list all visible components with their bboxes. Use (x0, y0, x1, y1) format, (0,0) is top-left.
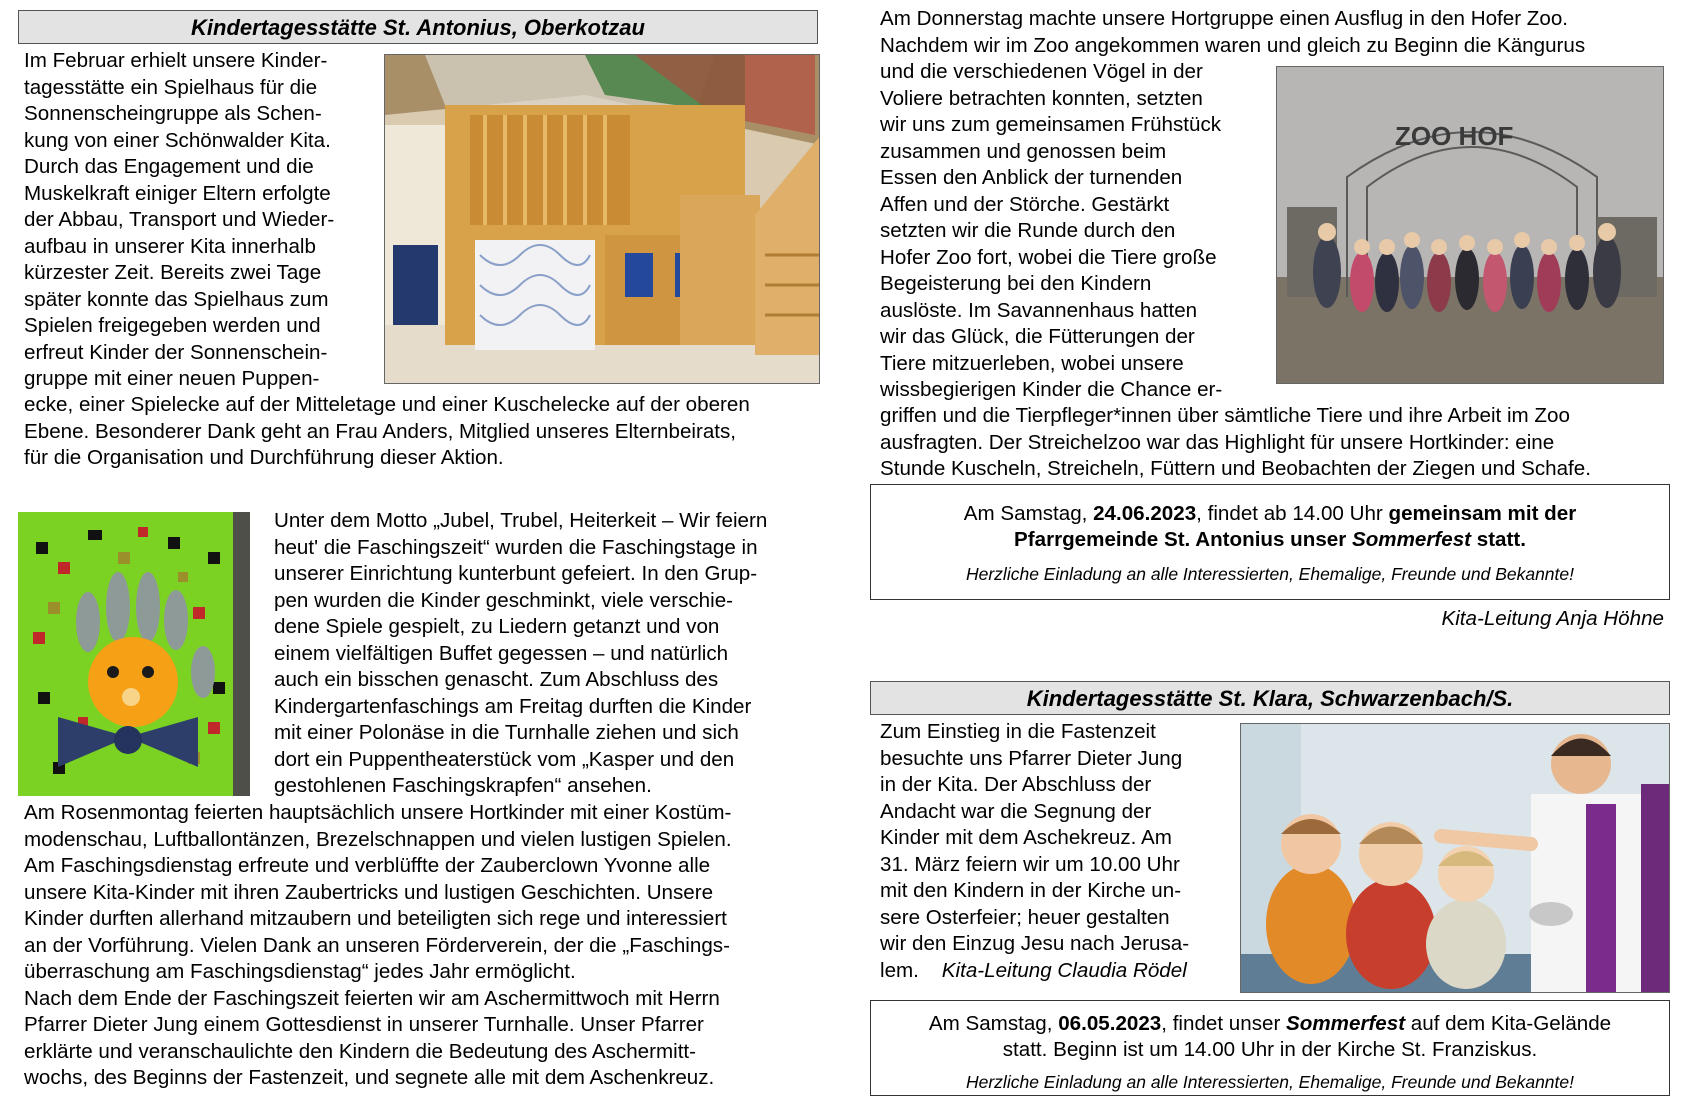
text-line: modenschau, Luftballontänzen, Brezelschnappen und vielen lustigen Spielen. (24, 827, 732, 851)
text-line: Andacht war die Segnung der (880, 799, 1152, 823)
text-line: gruppe mit einer neuen Puppen- (24, 367, 320, 390)
text-line: später konnte das Spielhaus zum (24, 287, 329, 311)
text-line: Voliere betrachten konnten, setzten (880, 86, 1203, 110)
zoo-group-photo (1276, 66, 1664, 384)
text-line: erfreut Kinder der Sonnenschein- (24, 340, 328, 364)
text-line: gestohlenen Faschingskrapfen“ ansehen. (274, 774, 652, 797)
event-date: 24.06.2023 (1093, 502, 1197, 525)
text-line: Begeisterung bei den Kindern (880, 272, 1152, 295)
text-line: sere Osterfeier; heuer gestalten (880, 905, 1170, 929)
announcement-line-2: statt. Beginn ist um 14.00 Uhr in der Kirche St. Franziskus. (1002, 1038, 1538, 1061)
section-header-st-antonius: Kindertagesstätte St. Antonius, Oberkotzau (18, 10, 818, 44)
text-line: Nachdem wir im Zoo angekommen waren und gleich zu Beginn die Kängurus (880, 33, 1586, 57)
text-line: in der Kita. Der Abschluss der (880, 773, 1152, 796)
announcement-line-2: Pfarrgemeinde St. Antonius unser Sommerfest statt. (1014, 528, 1526, 551)
text-line: Pfarrer Dieter Jung einem Gottesdienst in unserer Turnhalle. Unser Pfarrer (24, 1013, 704, 1036)
text-line: wochs, des Beginns der Fastenzeit, und segnete alle mit dem Aschenkreuz. (24, 1066, 715, 1089)
text-line: heut' die Faschingszeit“ wurden die Faschingstage in (274, 535, 758, 559)
klara-paragraph (880, 719, 1224, 984)
text-line: Am Rosenmontag feierten hauptsächlich unsere Hortkinder mit einer Kostüm- (24, 801, 732, 824)
text-line: auch ein bisschen genascht. Zum Abschluss des (274, 668, 719, 691)
text-line: tagesstätte ein Spielhaus für die (24, 75, 318, 99)
text-line: Muskelkraft einiger Eltern erfolgte (24, 181, 331, 205)
text-line: unserer Einrichtung kunterbunt gefeiert. In den Grup- (274, 562, 758, 585)
event-date: 06.05.2023 (1058, 1012, 1162, 1035)
text-line: mit den Kindern in der Kirche un- (880, 879, 1182, 902)
text-line: Unter dem Motto „Jubel, Trubel, Heiterkeit – Wir feiern (274, 509, 768, 532)
text-line: griffen und die Tierpfleger*innen über sämtliche Tiere und ihre Arbeit im Zoo (880, 404, 1570, 427)
carnival-handprint-picture (18, 512, 250, 796)
text-line: für die Organisation und Durchführung dieser Aktion. (24, 446, 504, 469)
invitation-text: Herzliche Einladung an alle Interessierten, Ehemalige, Freunde und Bekannte! (965, 564, 1574, 584)
antonius-paragraph-1-continued (24, 392, 824, 472)
text-line: der Abbau, Transport und Wieder- (24, 208, 335, 231)
announcement-line-1: Am Samstag, 24.06.2023, findet ab 14.00 Uhr gemeinsam mit der (963, 502, 1577, 525)
text-line: wir den Einzug Jesu nach Jerusa- (880, 932, 1190, 955)
text-line: wir das Glück, die Fütterungen der (880, 325, 1195, 348)
text-line: Nach dem Ende der Faschingszeit feierten wir am Aschermittwoch mit Herrn (24, 986, 720, 1010)
text-line: kung von einer Schönwalder Kita. (24, 128, 331, 152)
text-line: Am Donnerstag machte unsere Hortgruppe einen Ausflug in den Hofer Zoo. (880, 7, 1568, 30)
text-line: unsere Kita-Kinder mit ihren Zaubertricks und lustigen Geschichten. Unsere (24, 880, 714, 904)
text-line: Zum Einstieg in die Fastenzeit (880, 720, 1156, 743)
text-line: lem. Kita-Leitung Claudia Rödel (880, 958, 1187, 982)
antonius-paragraph-1 (24, 48, 374, 393)
text-line: wir uns zum gemeinsamen Frühstück (880, 113, 1222, 136)
signature-anja-hoehne: Kita-Leitung Anja Höhne (1441, 607, 1664, 630)
text-line: Essen den Anblick der turnenden (880, 166, 1183, 189)
text-line: Ebene. Besonderer Dank geht an Frau Anders, Mitglied unseres Elternbeirats, (24, 419, 737, 443)
text-line: Stunde Kuscheln, Streicheln, Füttern und Beobachten der Ziegen und Schafe. (880, 457, 1591, 480)
ash-blessing-photo (1240, 723, 1670, 993)
text-line: ausfragten. Der Streichelzoo war das Highlight für unsere Hortkinder: eine (880, 430, 1555, 454)
invitation-text: Herzliche Einladung an alle Interessierten, Ehemalige, Freunde und Bekannte! (965, 1072, 1574, 1092)
signature-claudia-roedel: Kita-Leitung Claudia Rödel (941, 958, 1187, 982)
antonius-paragraph-2 (274, 508, 820, 800)
zoo-paragraph-rest (880, 403, 1664, 483)
text-line: Im Februar erhielt unsere Kinder- (24, 49, 328, 72)
text-line: kürzester Zeit. Bereits zwei Tage (24, 261, 322, 284)
text-line: einem vielfältigen Buffet gegessen – und natürlich (274, 641, 729, 665)
text-line: mit einer Polonäse in die Turnhalle ziehen und sich (274, 721, 739, 744)
text-line: Kindergartenfaschings am Freitag durften die Kinder (274, 694, 752, 718)
text-line: 31. März feiern wir um 10.00 Uhr (880, 852, 1180, 876)
playhouse-photo (384, 54, 820, 384)
text-line: Kinder durften allerhand mitzaubern und beteiligten sich rege und interessiert (24, 907, 727, 930)
text-line: dort ein Puppentheaterstück vom „Kasper und den (274, 747, 735, 771)
sommerfest-announcement-antonius (870, 484, 1670, 600)
text-line: setzten wir die Runde durch den (880, 219, 1176, 242)
text-line: Durch das Engagement und die (24, 155, 314, 178)
zoo-sign-text: ZOO HOF (1395, 121, 1514, 151)
text-line: Spielen freigegeben werden und (24, 314, 321, 337)
text-line: wissbegierigen Kinder die Chance er- (880, 378, 1223, 401)
antonius-paragraph-3 (24, 800, 820, 1092)
text-line: Tiere mitzuerleben, wobei unsere (880, 351, 1184, 375)
text-line: besuchte uns Pfarrer Dieter Jung (880, 746, 1183, 770)
text-line: zusammen und genossen beim (880, 139, 1167, 163)
announcement-line-1: Am Samstag, 06.05.2023, findet unser Sommerfest auf dem Kita-Gelände (928, 1012, 1612, 1035)
text-line: an der Vorführung. Vielen Dank an unseren Förderverein, der die „Faschings- (24, 933, 730, 957)
text-line: und die verschiedenen Vögel in der (880, 60, 1203, 83)
text-line: Kinder mit dem Aschekreuz. Am (880, 826, 1172, 849)
text-line: pen wurden die Kinder geschminkt, viele verschie- (274, 588, 734, 612)
text-line: ecke, einer Spielecke auf der Mitteletage und einer Kuschelecke auf der oberen (24, 393, 750, 416)
text-line: auslöste. Im Savannenhaus hatten (880, 298, 1198, 322)
text-line: Am Faschingsdienstag erfreute und verblüffte der Zauberclown Yvonne alle (24, 854, 711, 877)
section-header-st-klara: Kindertagesstätte St. Klara, Schwarzenbach/S. (870, 681, 1670, 715)
zoo-paragraph-top (880, 6, 1664, 59)
text-line: aufbau in unserer Kita innerhalb (24, 234, 316, 258)
text-line: erklärte und veranschaulichte den Kindern die Bedeutung des Aschermitt- (24, 1039, 696, 1063)
text-line: Hofer Zoo fort, wobei die Tiere große (880, 245, 1217, 269)
text-line: Sonnenscheingruppe als Schen- (24, 102, 322, 125)
text-line: dene Spiele gespielt, zu Liedern getanzt und von (274, 615, 720, 638)
zoo-paragraph-side (880, 59, 1264, 404)
sommerfest-announcement-klara (870, 1000, 1670, 1096)
text-line: Affen und der Störche. Gestärkt (880, 192, 1170, 216)
text-line: überraschung am Faschingsdienstag“ jedes Jahr ermöglicht. (24, 960, 576, 983)
